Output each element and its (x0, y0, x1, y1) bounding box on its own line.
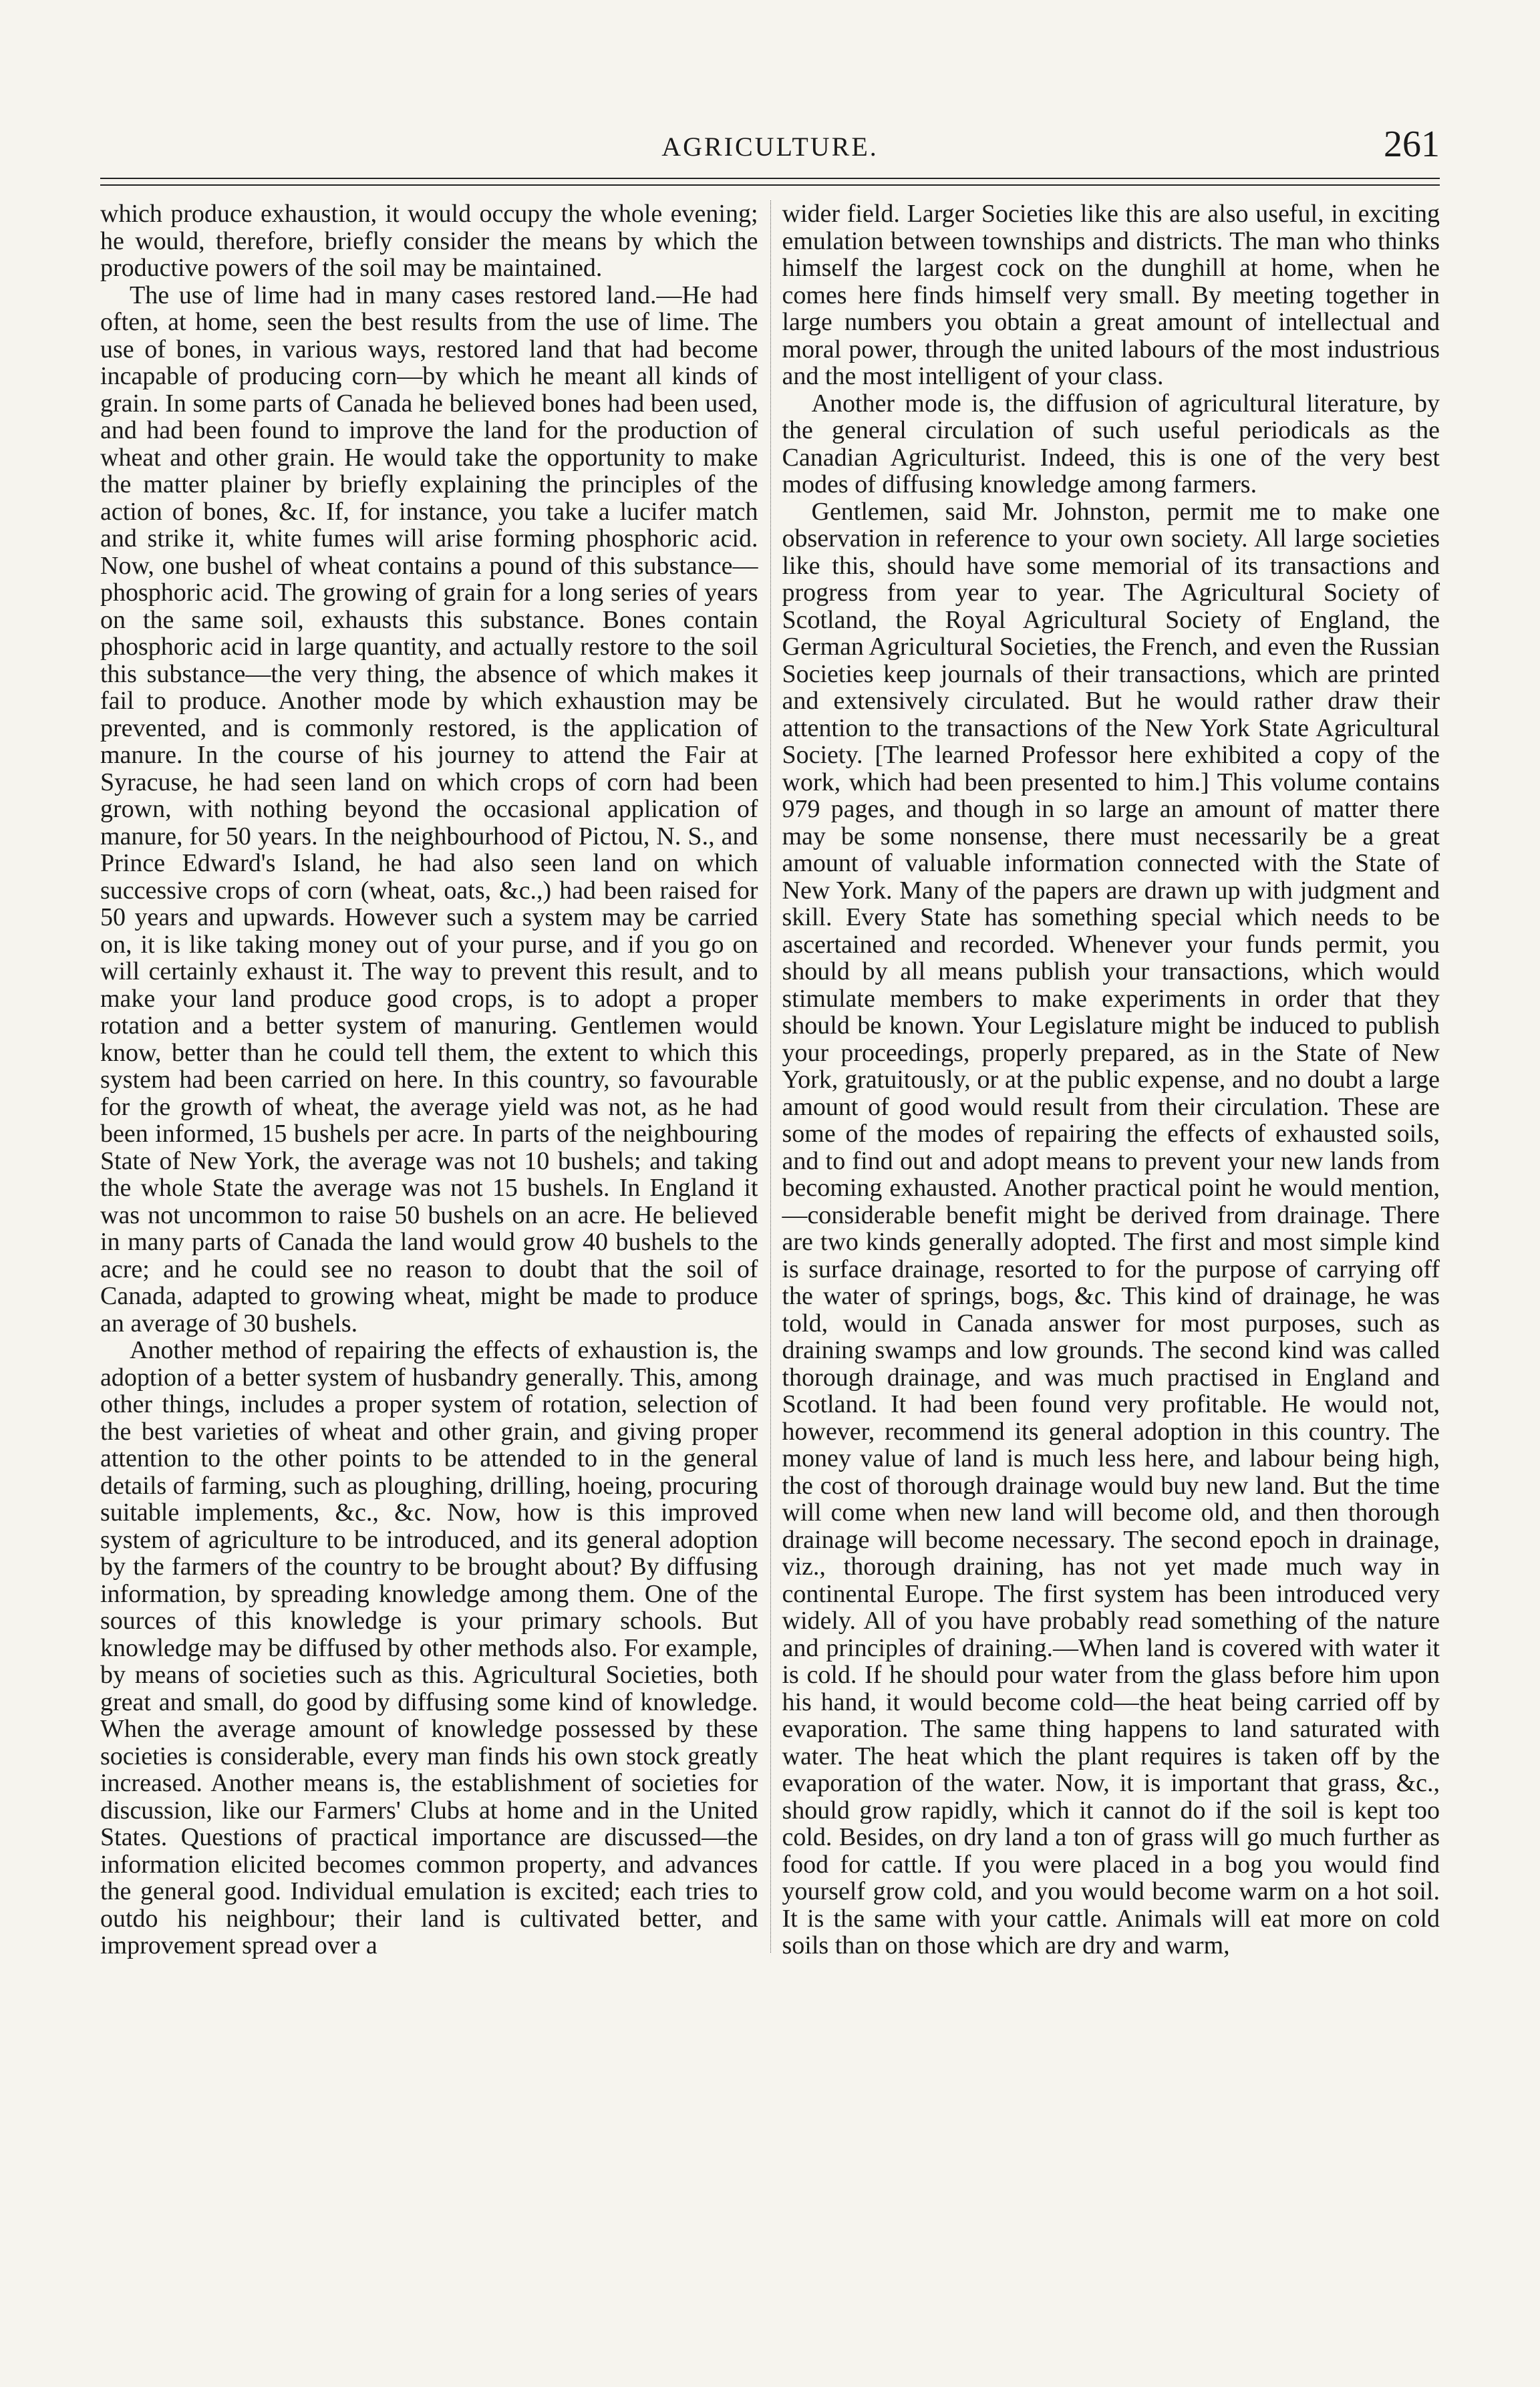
header-rule-lower (100, 184, 1440, 186)
text-columns (100, 200, 1440, 1959)
left-column (100, 200, 758, 1959)
paragraph: Another mode is, the diffusion of agricultural literature, by the general circulation of such useful periodicals as the Canadian Agriculturist. Indeed, this is one of the very best modes of diffusing knowledge among farmers. (782, 389, 1440, 498)
header-rule (100, 178, 1440, 179)
paragraph: which produce exhaustion, it would occupy the whole evening; he would, therefore, briefly consider the means by which the productive powers of the soil may be maintained. (100, 200, 758, 282)
paragraph: Another method of repairing the effects of exhaustion is, the adoption of a better system of husbandry generally. This, among other things, includes a proper system of rotation, selection of the best varieties of wheat and other grain, and giving proper attention to the other points to be attended to in the general details of farming, such as ploughing, drilling, hoeing, procuring suitable implements, &c., &c. Now, how is this improved system of agriculture to be introduced, and its general adoption by the farmers of the country to be brought about? By diffusing information, by spreading knowledge among them. One of the sources of this knowledge is your primary schools. But knowledge may be diffused by other methods also. For example, by means of societies such as this. Agricultural Societies, both great and small, do good by diffusing some kind of knowledge. When the average amount of knowledge possessed by these societies is considerable, every man finds his own stock greatly increased. Another means is, the establishment of societies for discussion, like our Farmers' Clubs at home and in the United States. Questions of practical importance are discussed—the information elicited becomes common property, and advances the general good. Individual emulation is excited; each tries to outdo his neighbour; their land is cultivated better, and improvement spread over a (100, 1336, 758, 1959)
paragraph: wider field. Larger Societies like this are also useful, in exciting emulation between townships and districts. The man who thinks himself the largest cock on the dunghill at home, when he comes here finds himself very small. By meeting together in large numbers you obtain a great amount of intellectual and moral power, through the united labours of the most industrious and the most intelligent of your class. (782, 200, 1440, 390)
section-title: AGRICULTURE. (661, 132, 879, 162)
paragraph: The use of lime had in many cases restored land.—He had often, at home, seen the best results from the use of lime. The use of bones, in various ways, restored land that had become incapable of producing corn—by which he meant all kinds of grain. In some parts of Canada he believed bones had been used, and had been found to improve the land for the production of wheat and other grain. He would take the opportunity to make the matter plainer by briefly explaining the principles of the action of bones, &c. If, for instance, you take a lucifer match and strike it, white fumes will arise forming phosphoric acid. Now, one bushel of wheat contains a pound of this substance—phosphoric acid. The growing of grain for a long series of years on the same soil, exhausts this substance. Bones contain phosphoric acid in large quantity, and actually restore to the soil this substance—the very thing, the absence of which makes it fail to produce. Another mode by which exhaustion may be prevented, and is commonly restored, is the application of manure. In the course of his journey to attend the Fair at Syracuse, he had seen land on which crops of corn had been grown, with nothing beyond the occasional application of manure, for 50 years. In the neighbourhood of Pictou, N. S., and Prince Edward's Island, he had also seen land on which successive crops of corn (wheat, oats, &c.,) had been raised for 50 years and upwards. However such a system may be carried on, it is like taking money out of your purse, and if you go on will certainly exhaust it. The way to prevent this result, and to make your land produce good crops, is to adopt a proper rotation and a better system of manuring. Gentlemen would know, better than he could tell them, the extent to which this system had been carried on here. In this country, so favourable for the growth of wheat, the average yield was not, as he had been informed, 15 bushels per acre. In parts of the neighbouring State of New York, the average was not 10 bushels; and taking the whole State the average was not 15 bushels. In England it was not uncommon to raise 50 bushels on an acre. He believed in many parts of Canada the land would grow 40 bushels to the acre; and he could see no reason to doubt that the soil of Canada, adapted to growing wheat, might be made to produce an average of 30 bushels. (100, 281, 758, 1337)
paragraph: Gentlemen, said Mr. Johnston, permit me to make one observation in reference to your own society. All large societies like this, should have some memorial of its transactions and progress from year to year. The Agricultural Society of Scotland, the Royal Agricultural Society of England, the German Agricultural Societies, the French, and even the Russian Societies keep journals of their transactions, which are printed and extensively circulated. But he would rather draw their attention to the transactions of the New York State Agricultural Society. [The learned Professor here exhibited a copy of the work, which had been presented to him.] This volume contains 979 pages, and though in so large an amount of matter there may be some nonsense, there must necessarily be a great amount of valuable information connected with the State of New York. Many of the papers are drawn up with judgment and skill. Every State has something special which needs to be ascertained and recorded. Whenever your funds permit, you should by all means publish your transactions, which would stimulate members to make experiments in order that they should be known. Your Legislature might be induced to publish your proceedings, properly prepared, as in the State of New York, gratuitously, or at the public expense, and no doubt a large amount of good would result from their circulation. These are some of the modes of repairing the effects of exhausted soils, and to find out and adopt means to prevent your new lands from becoming exhausted. Another practical point he would mention,—considerable benefit might be derived from drainage. There are two kinds generally adopted. The first and most simple kind is surface drainage, resorted to for the purpose of carrying off the water of springs, bogs, &c. This kind of drainage, he was told, would in Canada answer for most purposes, such as draining swamps and low grounds. The second kind was called thorough drainage, and was much practised in England and Scotland. It had been found very profitable. He would not, however, recommend its general adoption in this country. The money value of land is much less here, and labour being high, the cost of thorough drainage would buy new land. But the time will come when new land will become old, and then thorough drainage will become necessary. The second epoch in drainage, viz., thorough draining, has not yet made much way in continental Europe. The first system has been introduced very widely. All of you have probably read something of the nature and principles of draining.—When land is covered with water it is cold. If he should pour water from the glass before him upon his hand, it would become cold—the heat being carried off by evaporation. The same thing happens to land saturated with water. The heat which the plant requires is taken off by the evaporation of the water. Now, it is important that grass, &c., should grow rapidly, which it cannot do if the soil is kept too cold. Besides, on dry land a ton of grass will go much further as food for cattle. If you were placed in a bog you would find yourself grow cold, and you would become warm on a hot soil. It is the same with your cattle. Animals will eat more on cold soils than on those which are dry and warm, (782, 497, 1440, 1959)
running-header (100, 100, 1440, 165)
right-column (782, 200, 1440, 1959)
page-number: 261 (1384, 124, 1440, 165)
